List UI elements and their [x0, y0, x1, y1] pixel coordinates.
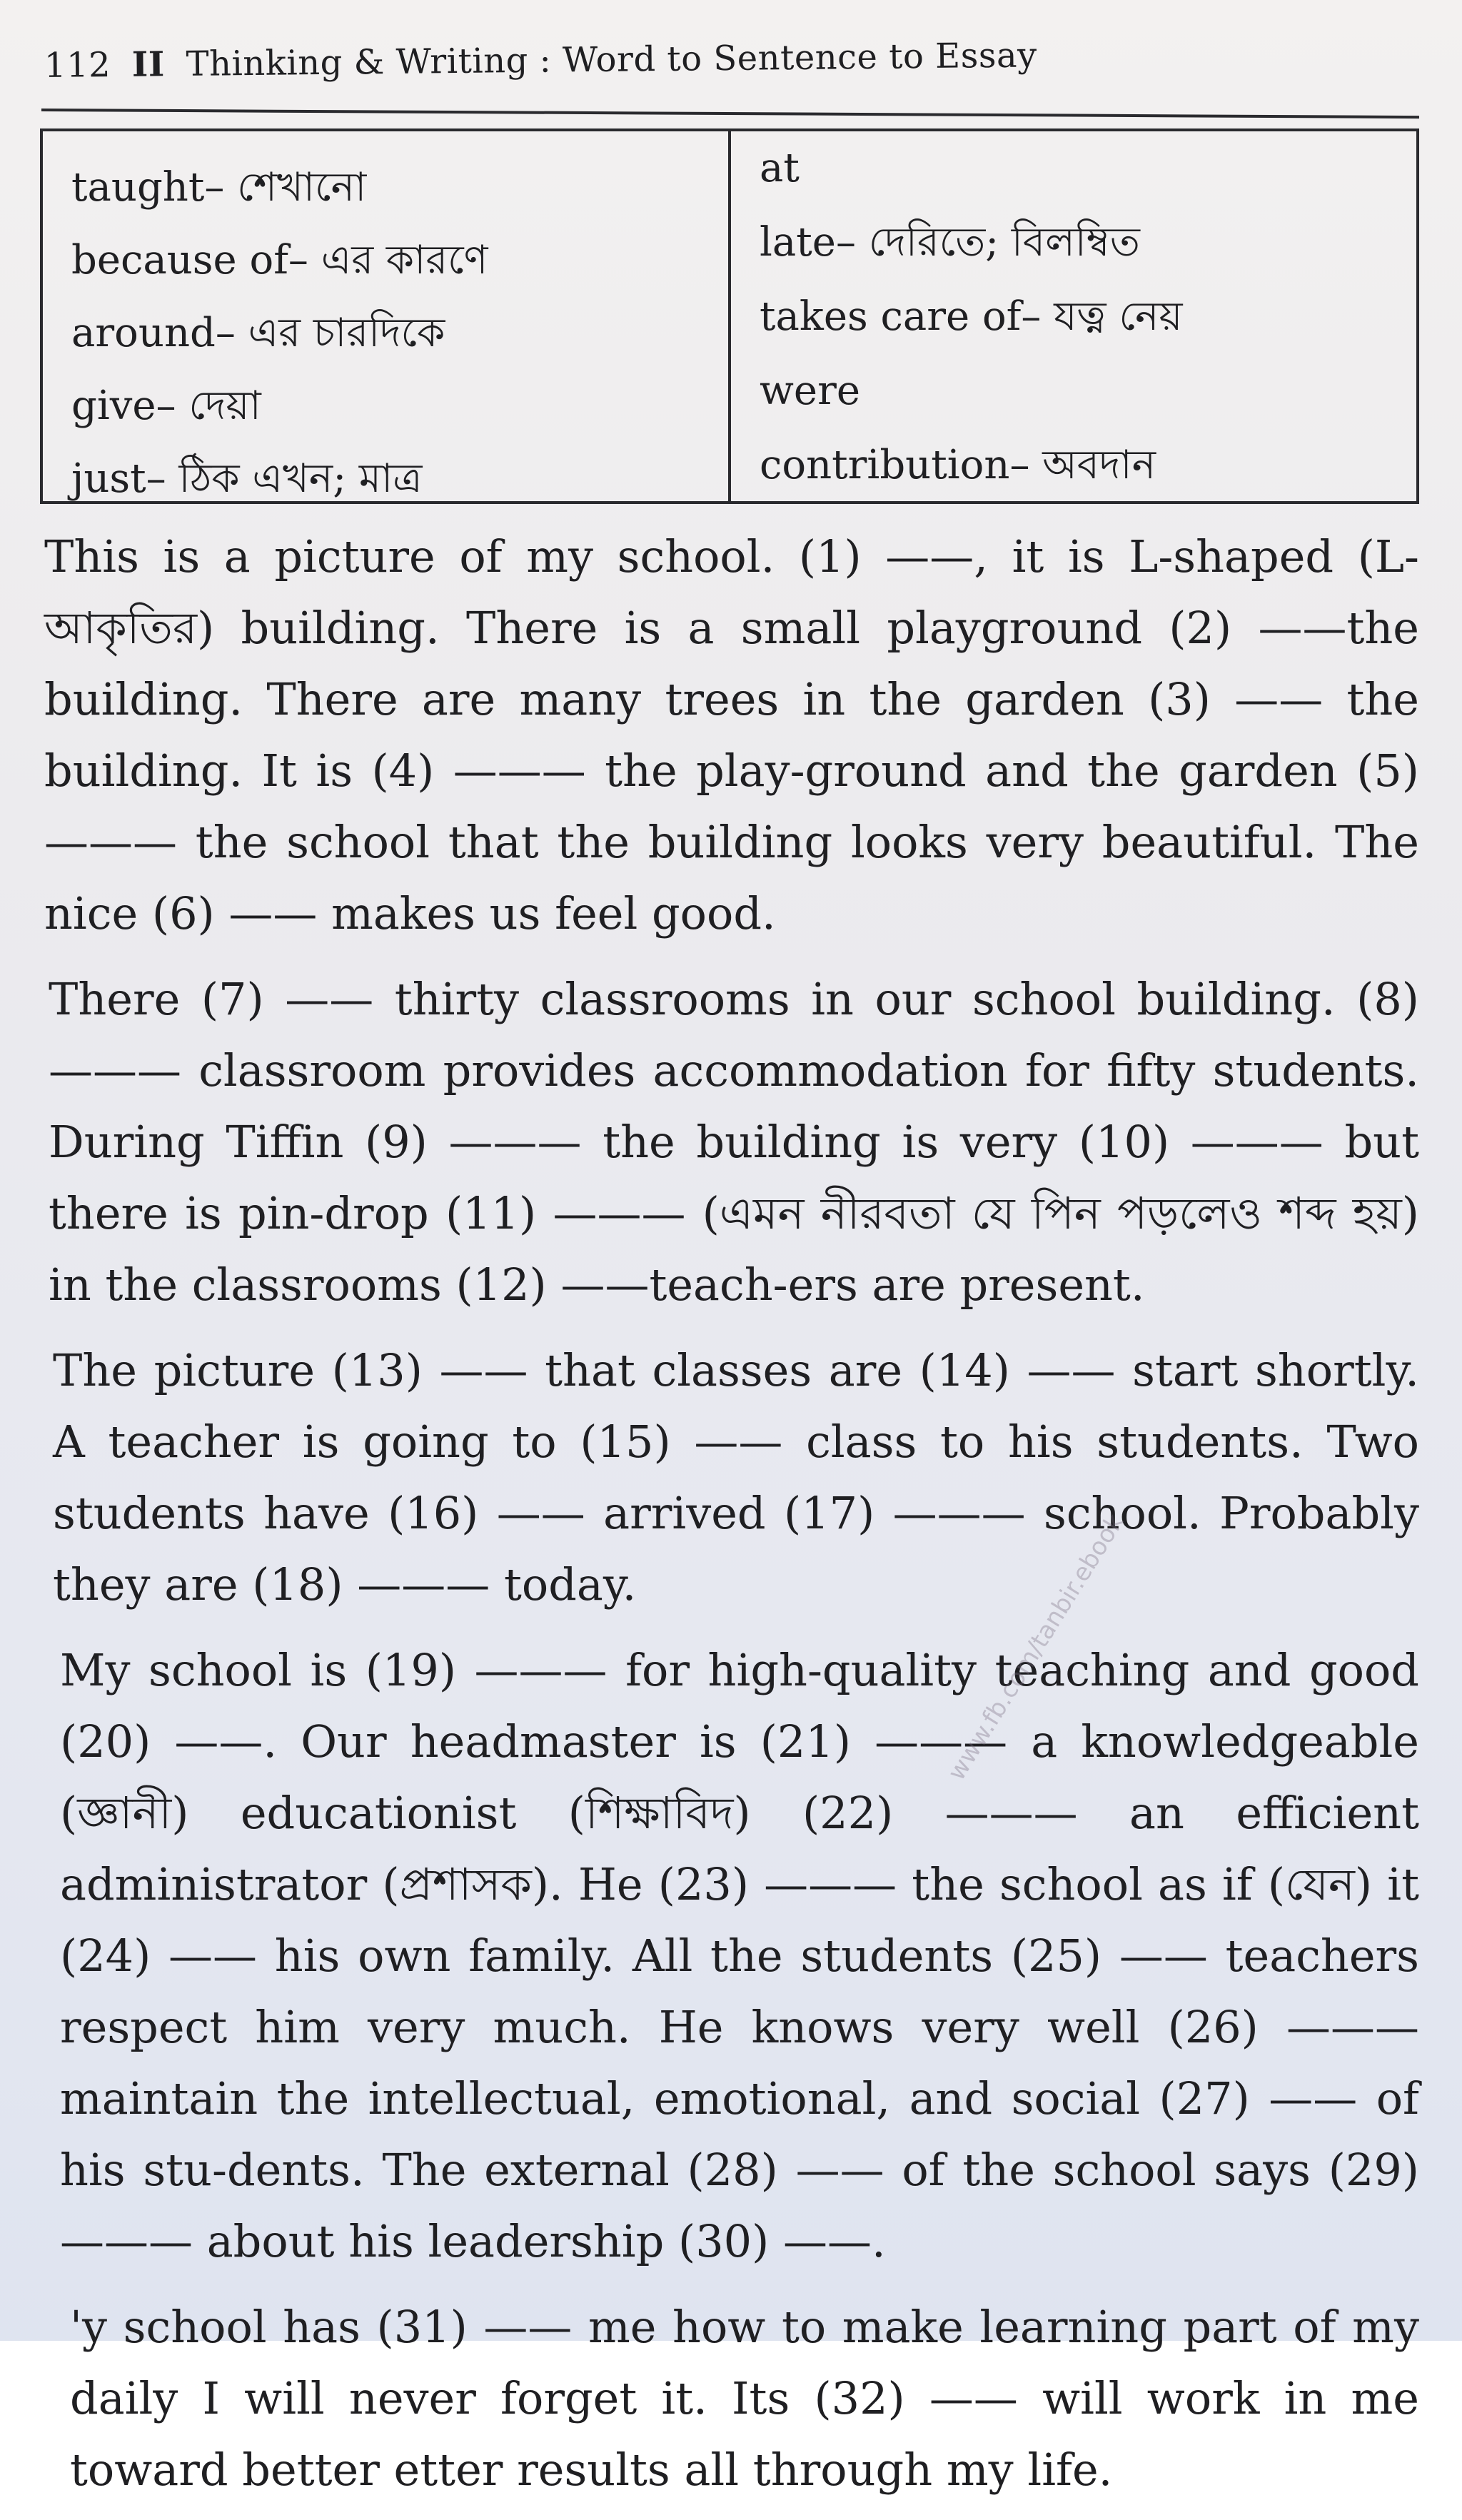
- vocab-item: were: [760, 368, 860, 414]
- header-rule: [41, 109, 1419, 119]
- page-header: [44, 31, 1415, 86]
- vocab-item: because of– এর কারণে: [71, 237, 488, 283]
- paragraph-5: 'y school has (31) —— me how to make learning part of my daily I will never forget it. Its (32) —— will work in me toward better etter results all through my life.: [70, 2301, 1419, 2496]
- vocab-item: just– ঠিক এখন; মাত্র: [71, 455, 423, 502]
- vocab-item: takes care of– যত্ন নেয়: [760, 293, 1183, 340]
- vocabulary-table: [40, 128, 1419, 504]
- vocabulary-column-left: [43, 131, 731, 501]
- cloze-passage: [44, 521, 1419, 2520]
- vocab-item: late– দেরিতে; বিলম্বিত: [760, 219, 1140, 266]
- paragraph-1: This is a picture of my school. (1) ——, it is L-shaped (L-আকৃতির) building. There is a small playground (2) ——the building. There are many trees in the garden (3) —— the building. It is (4) ——— the play-ground and the garden (5) ——— the school that the building looks very beautiful. The nice (6) —— makes us feel good.: [44, 530, 1419, 939]
- vocab-item: taught– শেখানো: [71, 164, 367, 211]
- vocab-item: around– এর চারদিকে: [71, 310, 445, 356]
- vocab-item: at: [760, 145, 800, 191]
- vocabulary-column-right: [731, 131, 1416, 501]
- book-title: Thinking & Writing : Word to Sentence to Essay: [186, 35, 1037, 84]
- watermark-text: www.fb.com/tanbir.ebook: [942, 1508, 1130, 1786]
- vocab-item: contribution– অবদান: [760, 442, 1156, 488]
- header-separator: II: [131, 44, 166, 85]
- paragraph-4: My school is (19) ——— for high-quality teaching and good (20) ——. Our headmaster is (21) ——— a knowledgeable (জ্ঞানী) educationist (শিক্ষাবিদ) (22) ——— an efficient administrator (প্রশাসক). He (23) ——— the school as if (যেন) it (24) —— his own family. All the students (25) —— teachers respect him very much. He knows very well (26) ——— maintain the intellectual, emotional, and social (27) —— of his stu-dents. The external (28) —— of the school says (29) ——— about his leadership (30) ——.: [60, 1644, 1419, 2267]
- page-number: 112: [44, 45, 111, 86]
- vocab-item: give– দেয়া: [71, 383, 261, 429]
- paragraph-2: There (7) —— thirty classrooms in our school building. (8) ——— classroom provides accommodation for fifty students. During Tiffin (9) ——— the building is very (10) ——— but there is pin-drop (11) ——— (এমন নীরবতা যে পিন পড়লেও শব্দ হয়) in the classrooms (12) ——teach-ers are present.: [49, 973, 1419, 1311]
- paragraph-3: The picture (13) —— that classes are (14) —— start shortly. A teacher is going to (15) —— class to his students. Two students have (16) —— arrived (17) ——— school. Probably they are (18) ——— today.: [53, 1344, 1419, 1611]
